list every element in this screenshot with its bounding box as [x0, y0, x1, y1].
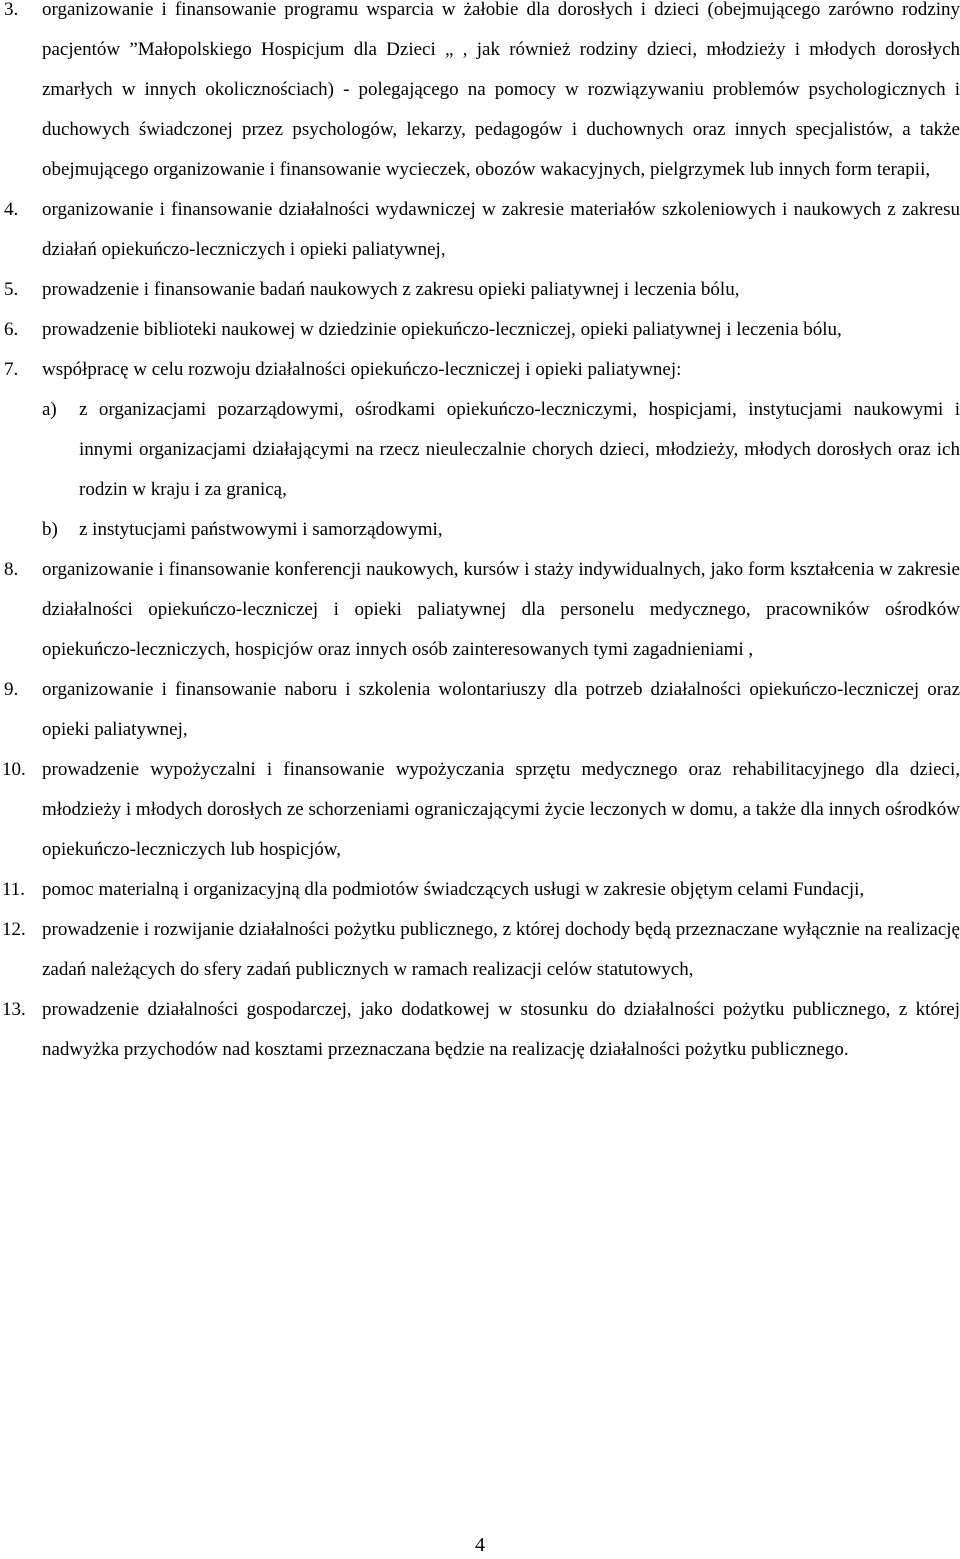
item-number: 9. [4, 679, 19, 700]
list-item-6 [0, 310, 960, 350]
list-item-9 [0, 670, 960, 750]
list-item-4 [0, 190, 960, 270]
item-text: prowadzenie wypożyczalni i finansowanie wypożyczania sprzętu medycznego oraz rehabilitacyjnego dla dzieci, młodzieży i młodych dorosłych ze schorzeniami ograniczającymi życie leczonych w domu, a także dla innych ośrodków opiekuńczo-leczniczych lub hospicjów, [42, 759, 960, 860]
list-item-12 [0, 910, 960, 990]
sub-item-text: z organizacjami pozarządowymi, ośrodkami opiekuńczo-leczniczymi, hospicjami, instytucjami naukowymi i innymi organizacjami działającymi na rzecz nieuleczalnie chorych dzieci, młodzieży, młodych dorosłych oraz ich rodzin w kraju i za granicą, [79, 399, 960, 500]
item-number: 12. [2, 919, 26, 940]
list-item-7 [0, 350, 960, 550]
item-text: prowadzenie biblioteki naukowej w dziedzinie opiekuńczo-leczniczej, opieki paliatywnej i leczenia bólu, [42, 319, 842, 340]
item-number: 10. [2, 759, 26, 780]
list-item-11 [0, 870, 960, 910]
page-number: 4 [475, 1534, 485, 1556]
item-number: 6. [4, 319, 19, 340]
sub-item-a [42, 390, 960, 510]
item-text: organizowanie i finansowanie działalności wydawniczej w zakresie materiałów szkoleniowych i naukowych z zakresu działań opiekuńczo-leczniczych i opieki paliatywnej, [42, 199, 960, 260]
list-item-8 [0, 550, 960, 670]
item-text: prowadzenie i finansowanie badań naukowych z zakresu opieki paliatywnej i leczenia bólu, [42, 279, 740, 300]
item-text: organizowanie i finansowanie programu wsparcia w żałobie dla dorosłych i dzieci (obejmującego zarówno rodziny pacjentów ”Małopolskiego Hospicjum dla Dzieci „ , jak również rodziny dzieci, młodzieży i młodych dorosłych zmarłych w innych okolicznościach) - polegającego na pomocy w rozwiązywaniu problemów psychologicznych i duchowych świadczonej przez psychologów, lekarzy, pedagogów i duchownych oraz innych specjalistów, a także obejmującego organizowanie i finansowanie wycieczek, obozów wakacyjnych, pielgrzymek lub innych form terapii, [42, 0, 960, 180]
list-item-10 [0, 750, 960, 870]
sub-item-letter: a) [42, 399, 57, 420]
item-text: współpracę w celu rozwoju działalności opiekuńczo-leczniczej i opieki paliatywnej: [42, 359, 682, 380]
item-text: pomoc materialną i organizacyjną dla podmiotów świadczących usługi w zakresie objętym celami Fundacji, [42, 879, 865, 900]
item-text: organizowanie i finansowanie naboru i szkolenia wolontariuszy dla potrzeb działalności opiekuńczo-leczniczej oraz opieki paliatywnej, [42, 679, 960, 740]
item-text: prowadzenie działalności gospodarczej, jako dodatkowej w stosunku do działalności pożytku publicznego, z której nadwyżka przychodów nad kosztami przeznaczana będzie na realizację działalności pożytku publicznego. [42, 999, 960, 1060]
list-item-5 [0, 270, 960, 310]
sub-item-b [42, 510, 960, 550]
item-text: organizowanie i finansowanie konferencji naukowych, kursów i staży indywidualnych, jako form kształcenia w zakresie działalności opiekuńczo-leczniczej i opieki paliatywnej dla personelu medycznego, pracowników ośrodków opiekuńczo-leczniczych, hospicjów oraz innych osób zainteresowanych tymi zagadnieniami , [42, 559, 960, 660]
item-number: 3. [4, 0, 19, 20]
item-number: 13. [2, 999, 26, 1020]
sub-item-text: z instytucjami państwowymi i samorządowymi, [79, 519, 443, 540]
sub-item-letter: b) [42, 519, 58, 540]
item-text: prowadzenie i rozwijanie działalności pożytku publicznego, z której dochody będą przeznaczane wyłącznie na realizację zadań należących do sfery zadań publicznych w ramach realizacji celów statutowych, [42, 919, 960, 980]
list-item-3 [0, 0, 960, 190]
item-number: 11. [2, 879, 26, 900]
list-item-13 [0, 990, 960, 1070]
item-number: 5. [4, 279, 19, 300]
item-number: 8. [4, 559, 19, 580]
item-number: 4. [4, 199, 19, 220]
item-number: 7. [4, 359, 19, 380]
